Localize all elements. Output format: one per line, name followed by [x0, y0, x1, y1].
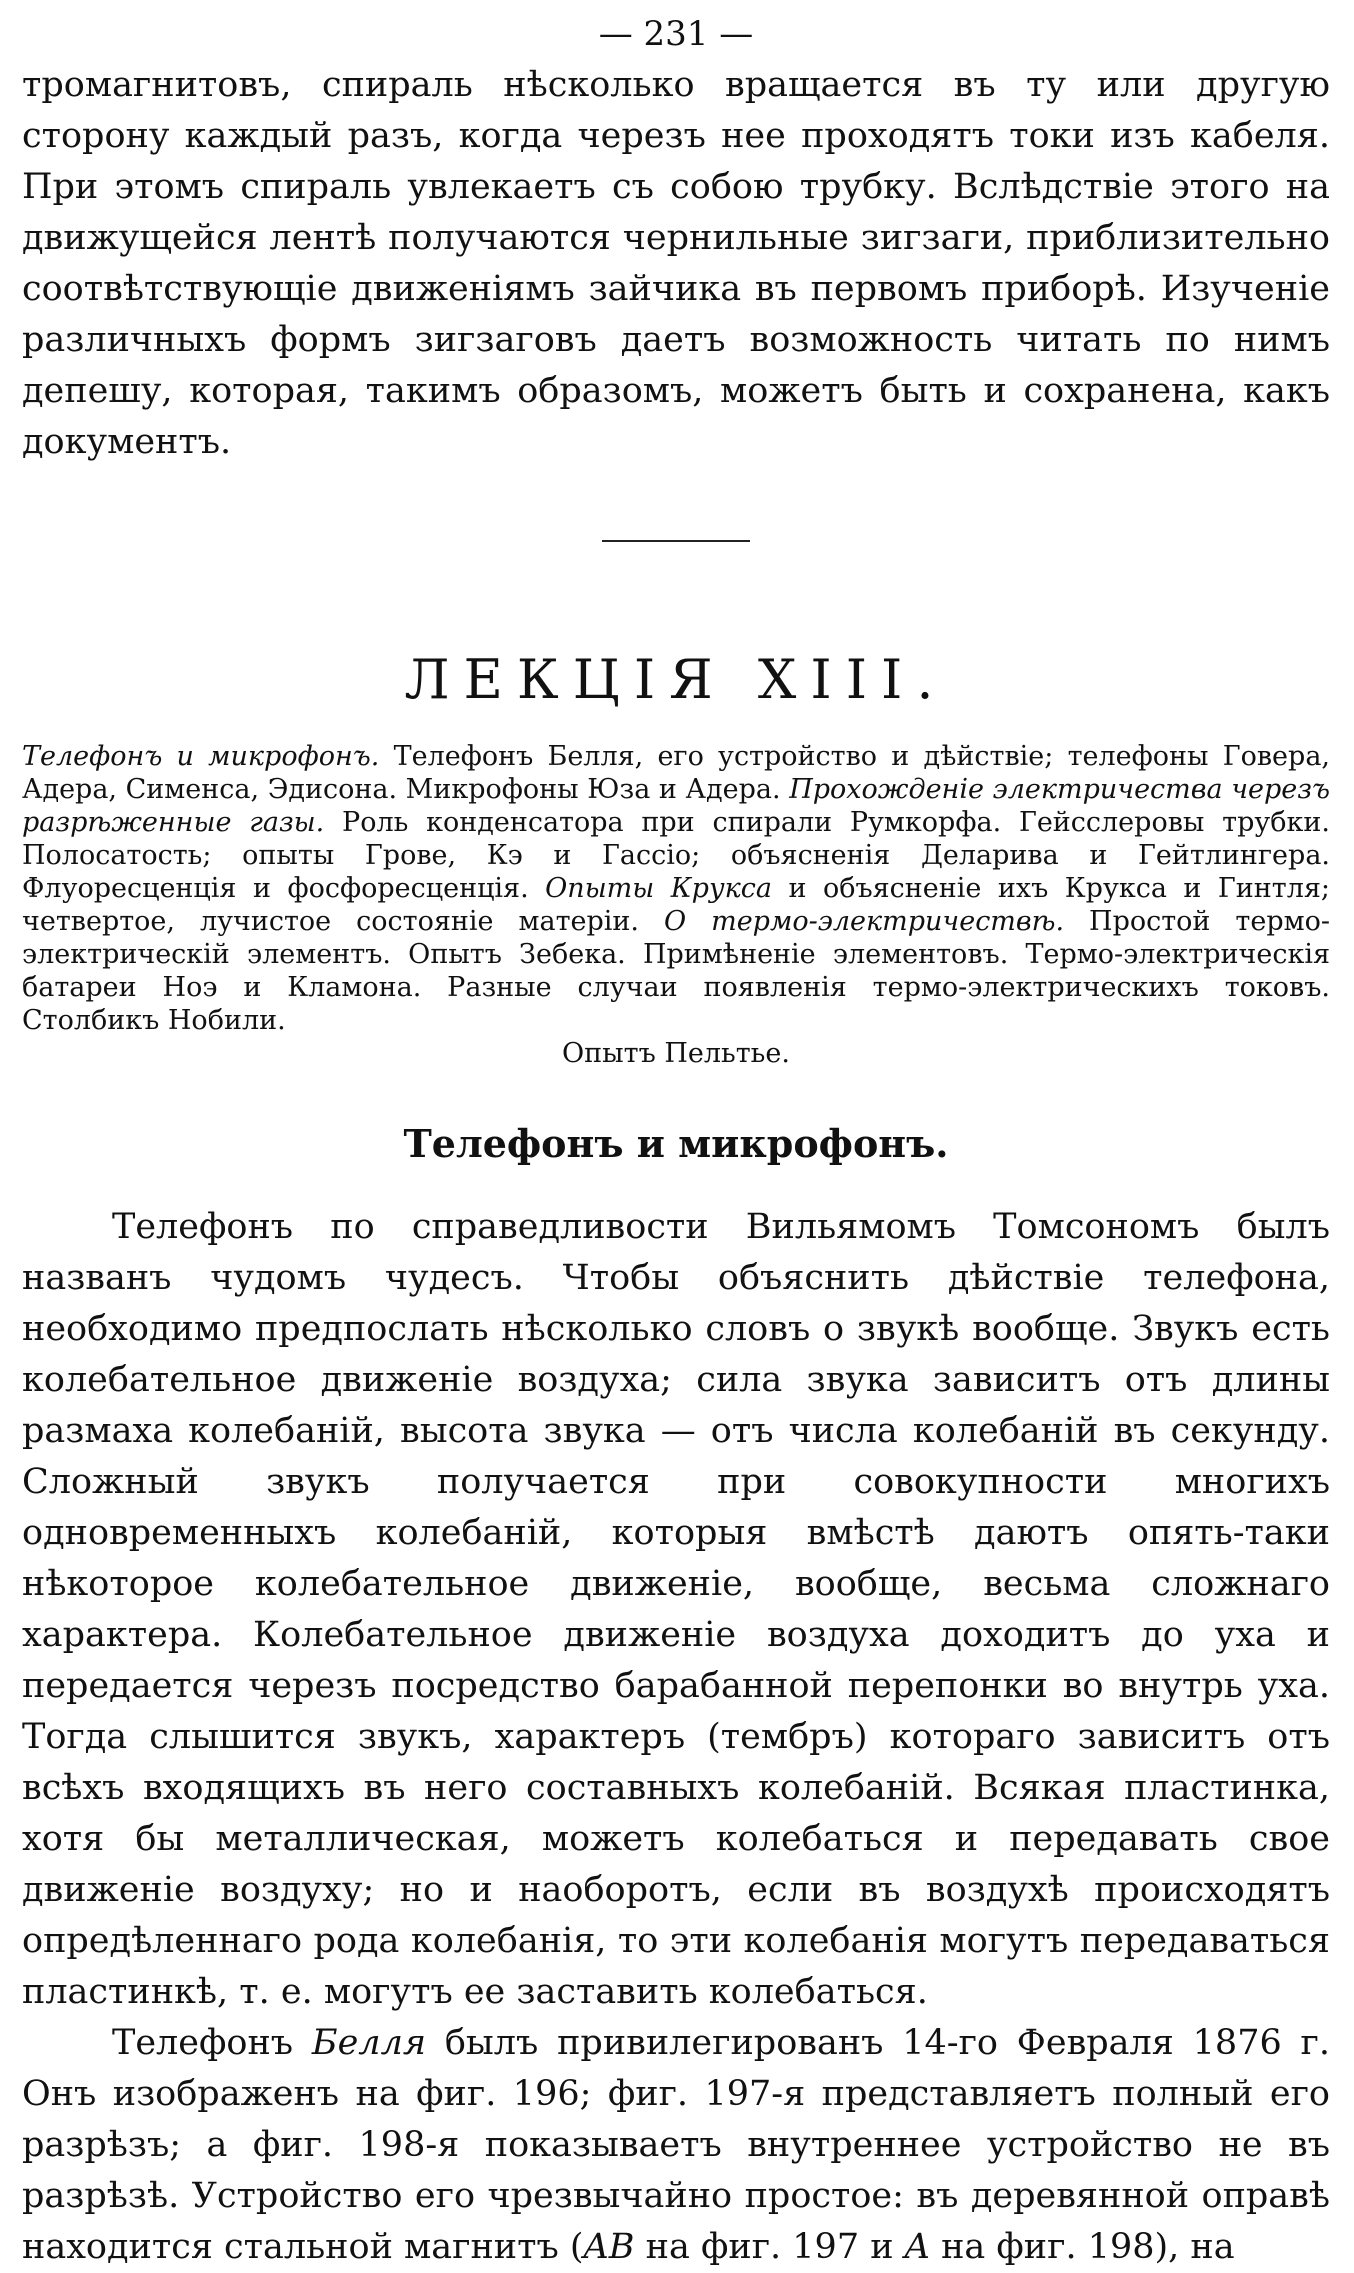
summary-topic-thermo: О термо-электричествѣ.	[663, 906, 1065, 937]
p2-label-a: A	[904, 2227, 930, 2267]
summary-topic-crookes: Опыты Крукса	[545, 873, 772, 904]
p2-label-ab: AB	[583, 2227, 635, 2267]
p2-name-bell: Белля	[311, 2023, 427, 2063]
summary-topic-telephone: Телефонъ и микрофонъ.	[22, 741, 380, 772]
summary-text-3: и объясненіе ихъ Крукса и Гинтля; четвертое, лучистое состояніе матеріи.	[22, 873, 1331, 937]
section-title: Телефонъ и микрофонъ.	[403, 1121, 949, 1166]
p2-text-4: на фиг. 198), на	[929, 2227, 1235, 2267]
summary-text-4: Простой термо-электрическій элементъ. Опытъ Зебека. Примѣненіе элементовъ. Термо-электрическія батареи Ноэ и Кламона. Разные случаи появленія термо-электрическихъ токовъ. Столбикъ Нобили.	[22, 906, 1331, 1036]
body-paragraph-2	[22, 2018, 1330, 2273]
summary-text-1: Телефонъ Белля, его устройство и дѣйствіе; телефоны Говера, Адера, Сименса, Эдисона. Микрофоны Юза и Адера.	[22, 741, 1330, 805]
page-number: — 231 —	[598, 14, 754, 54]
lecture-title: ЛЕКЦІЯ XIII.	[404, 648, 948, 711]
lecture-summary	[22, 740, 1330, 1070]
p2-text-3: на фиг. 197 и	[634, 2227, 905, 2267]
p2-text-2: былъ привилегированъ 14-го Февраля 1876 г. Онъ изображенъ на фиг. 196; фиг. 197-я представляетъ полный его разрѣзъ; а фиг. 198-я показываетъ внутреннее устройство не въ разрѣзѣ. Устройство его чрезвычайно простое: въ деревянной оправѣ находится стальной магнитъ (	[22, 2023, 1330, 2267]
p2-text-1: Телефонъ	[112, 2023, 312, 2063]
intro-paragraph: тромагнитовъ, спираль нѣсколько вращается въ ту или другую сторону каждый разъ, когда черезъ нее проходятъ токи изъ кабеля. При этомъ спираль увлекаетъ съ собою трубку. Вслѣдствіе этого на движущейся лентѣ получаются чернильные зигзаги, приблизительно соотвѣтствующіе движеніямъ зайчика въ первомъ приборѣ. Изученіе различныхъ формъ зигзаговъ даетъ возможность читать по нимъ депешу, которая, такимъ образомъ, можетъ быть и сохранена, какъ документъ.	[22, 65, 1330, 462]
summary-last-line: Опытъ Пельтье.	[562, 1038, 790, 1069]
summary-topic-gases: Прохожденіе электричества черезъ разрѣженные газы.	[22, 774, 1330, 838]
body-paragraph-1: Телефонъ по справедливости Вильямомъ Томсономъ былъ названъ чудомъ чудесъ. Чтобы объяснить дѣйствіе телефона, необходимо предпослать нѣсколько словъ о звукѣ вообще. Звукъ есть колебательное движеніе воздуха; сила звука зависитъ отъ длины размаха колебаній, высота звука — отъ числа колебаній въ секунду. Сложный звукъ получается при совокупности многихъ одновременныхъ колебаній, которыя вмѣстѣ даютъ опять-таки нѣкоторое колебательное движеніе, вообще, весьма сложнаго характера. Колебательное движеніе воздуха доходитъ до уха и передается черезъ посредство барабанной перепонки во внутрь уха. Тогда слышится звукъ, характеръ (тембръ) котораго зависитъ отъ всѣхъ входящихъ въ него составныхъ колебаній. Всякая пластинка, хотя бы металлическая, можетъ колебаться и передавать свое движеніе воздуху; но и наоборотъ, если въ воздухѣ происходятъ опредѣленнаго рода колебанія, то эти колебанія могутъ передаваться пластинкѣ, т. е. могутъ ее заставить колебаться.	[22, 1207, 1330, 2012]
summary-text-2: Роль конденсатора при спирали Румкорфа. Гейсслеровы трубки. Полосатость; опыты Грове, Кэ и Гассіо; объясненія Деларива и Гейтлингера. Флуоресценція и фосфоресценція.	[22, 807, 1330, 904]
section-divider	[602, 540, 750, 542]
